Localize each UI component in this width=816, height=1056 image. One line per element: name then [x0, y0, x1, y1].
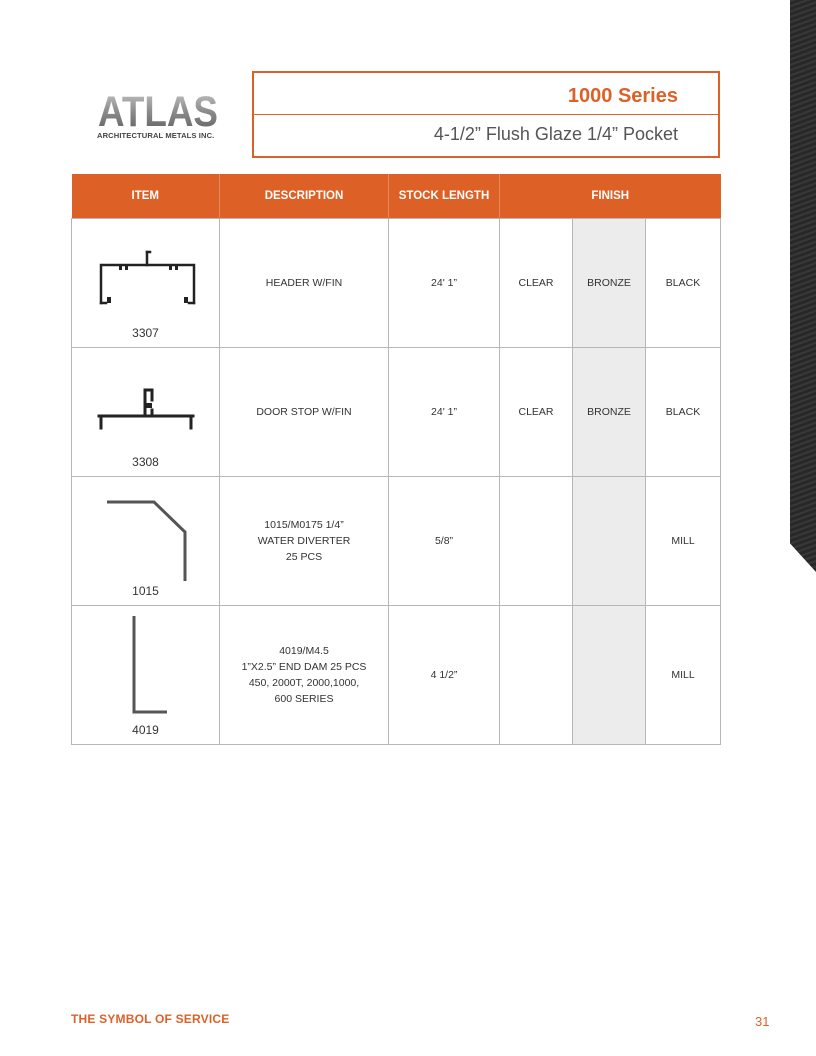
- finish-clear-cell: [500, 606, 573, 745]
- description-line: DOOR STOP W/FIN: [256, 406, 352, 418]
- finish-bronze-cell: BRONZE: [573, 219, 646, 348]
- item-cell: [72, 477, 220, 606]
- description-line: WATER DIVERTER: [257, 535, 351, 547]
- company-subtitle: ARCHITECTURAL METALS INC.: [97, 131, 215, 140]
- footer-tagline: THE SYMBOL OF SERVICE: [71, 1012, 230, 1026]
- stock-length-cell: 4 1/2”: [389, 606, 500, 745]
- description-line: 25 PCS: [285, 551, 323, 563]
- title-box: [252, 71, 720, 158]
- table-row: [72, 606, 721, 745]
- atlas-logo-mark: [97, 90, 219, 130]
- finish-black-cell: BLACK: [646, 348, 721, 477]
- company-logo: [97, 90, 219, 145]
- description-line: 450, 2000T, 2000,1000,: [248, 677, 360, 689]
- item-number: 3308: [132, 455, 159, 469]
- finish-black-cell: MILL: [646, 477, 721, 606]
- page-edge-decoration: [790, 0, 816, 572]
- description-cell: [220, 219, 389, 348]
- svg-text:ATLAS: ATLAS: [98, 90, 218, 130]
- item-number: 4019: [132, 723, 159, 737]
- item-number: 1015: [132, 584, 159, 598]
- series-title: 1000 Series: [254, 73, 718, 115]
- header-finish: FINISH: [500, 174, 721, 219]
- description-line: 1015/M0175 1/4”: [264, 519, 344, 531]
- header-item: ITEM: [72, 174, 220, 219]
- header-description: DESCRIPTION: [220, 174, 389, 219]
- finish-black-cell: BLACK: [646, 219, 721, 348]
- description-cell: [220, 348, 389, 477]
- finish-bronze-cell: BRONZE: [573, 348, 646, 477]
- description-line: HEADER W/FIN: [265, 277, 343, 289]
- table-row: [72, 348, 721, 477]
- description-line: 4019/M4.5: [279, 645, 329, 657]
- finish-clear-cell: [500, 477, 573, 606]
- item-number: 3307: [132, 326, 159, 340]
- stock-length-cell: 24' 1”: [389, 348, 500, 477]
- description-line: 1”X2.5” END DAM 25 PCS: [241, 661, 367, 673]
- finish-black-cell: MILL: [646, 606, 721, 745]
- item-cell: [72, 348, 220, 477]
- item-cell: [72, 606, 220, 745]
- finish-clear-cell: CLEAR: [500, 219, 573, 348]
- table-row: [72, 219, 721, 348]
- header-stock-length: STOCK LENGTH: [389, 174, 500, 219]
- finish-bronze-cell: [573, 477, 646, 606]
- finish-clear-cell: CLEAR: [500, 348, 573, 477]
- description-cell: [220, 606, 389, 745]
- description-cell: [220, 477, 389, 606]
- stock-length-cell: 5/8”: [389, 477, 500, 606]
- finish-bronze-cell: [573, 606, 646, 745]
- page-number: 31: [755, 1014, 770, 1029]
- item-cell: [72, 219, 220, 348]
- product-table: [71, 174, 721, 745]
- table-row: [72, 477, 721, 606]
- stock-length-cell: 24' 1”: [389, 219, 500, 348]
- description-line: 600 SERIES: [274, 693, 334, 705]
- table-header-row: [72, 174, 721, 219]
- series-subtitle: 4-1/2” Flush Glaze 1/4” Pocket: [433, 124, 678, 144]
